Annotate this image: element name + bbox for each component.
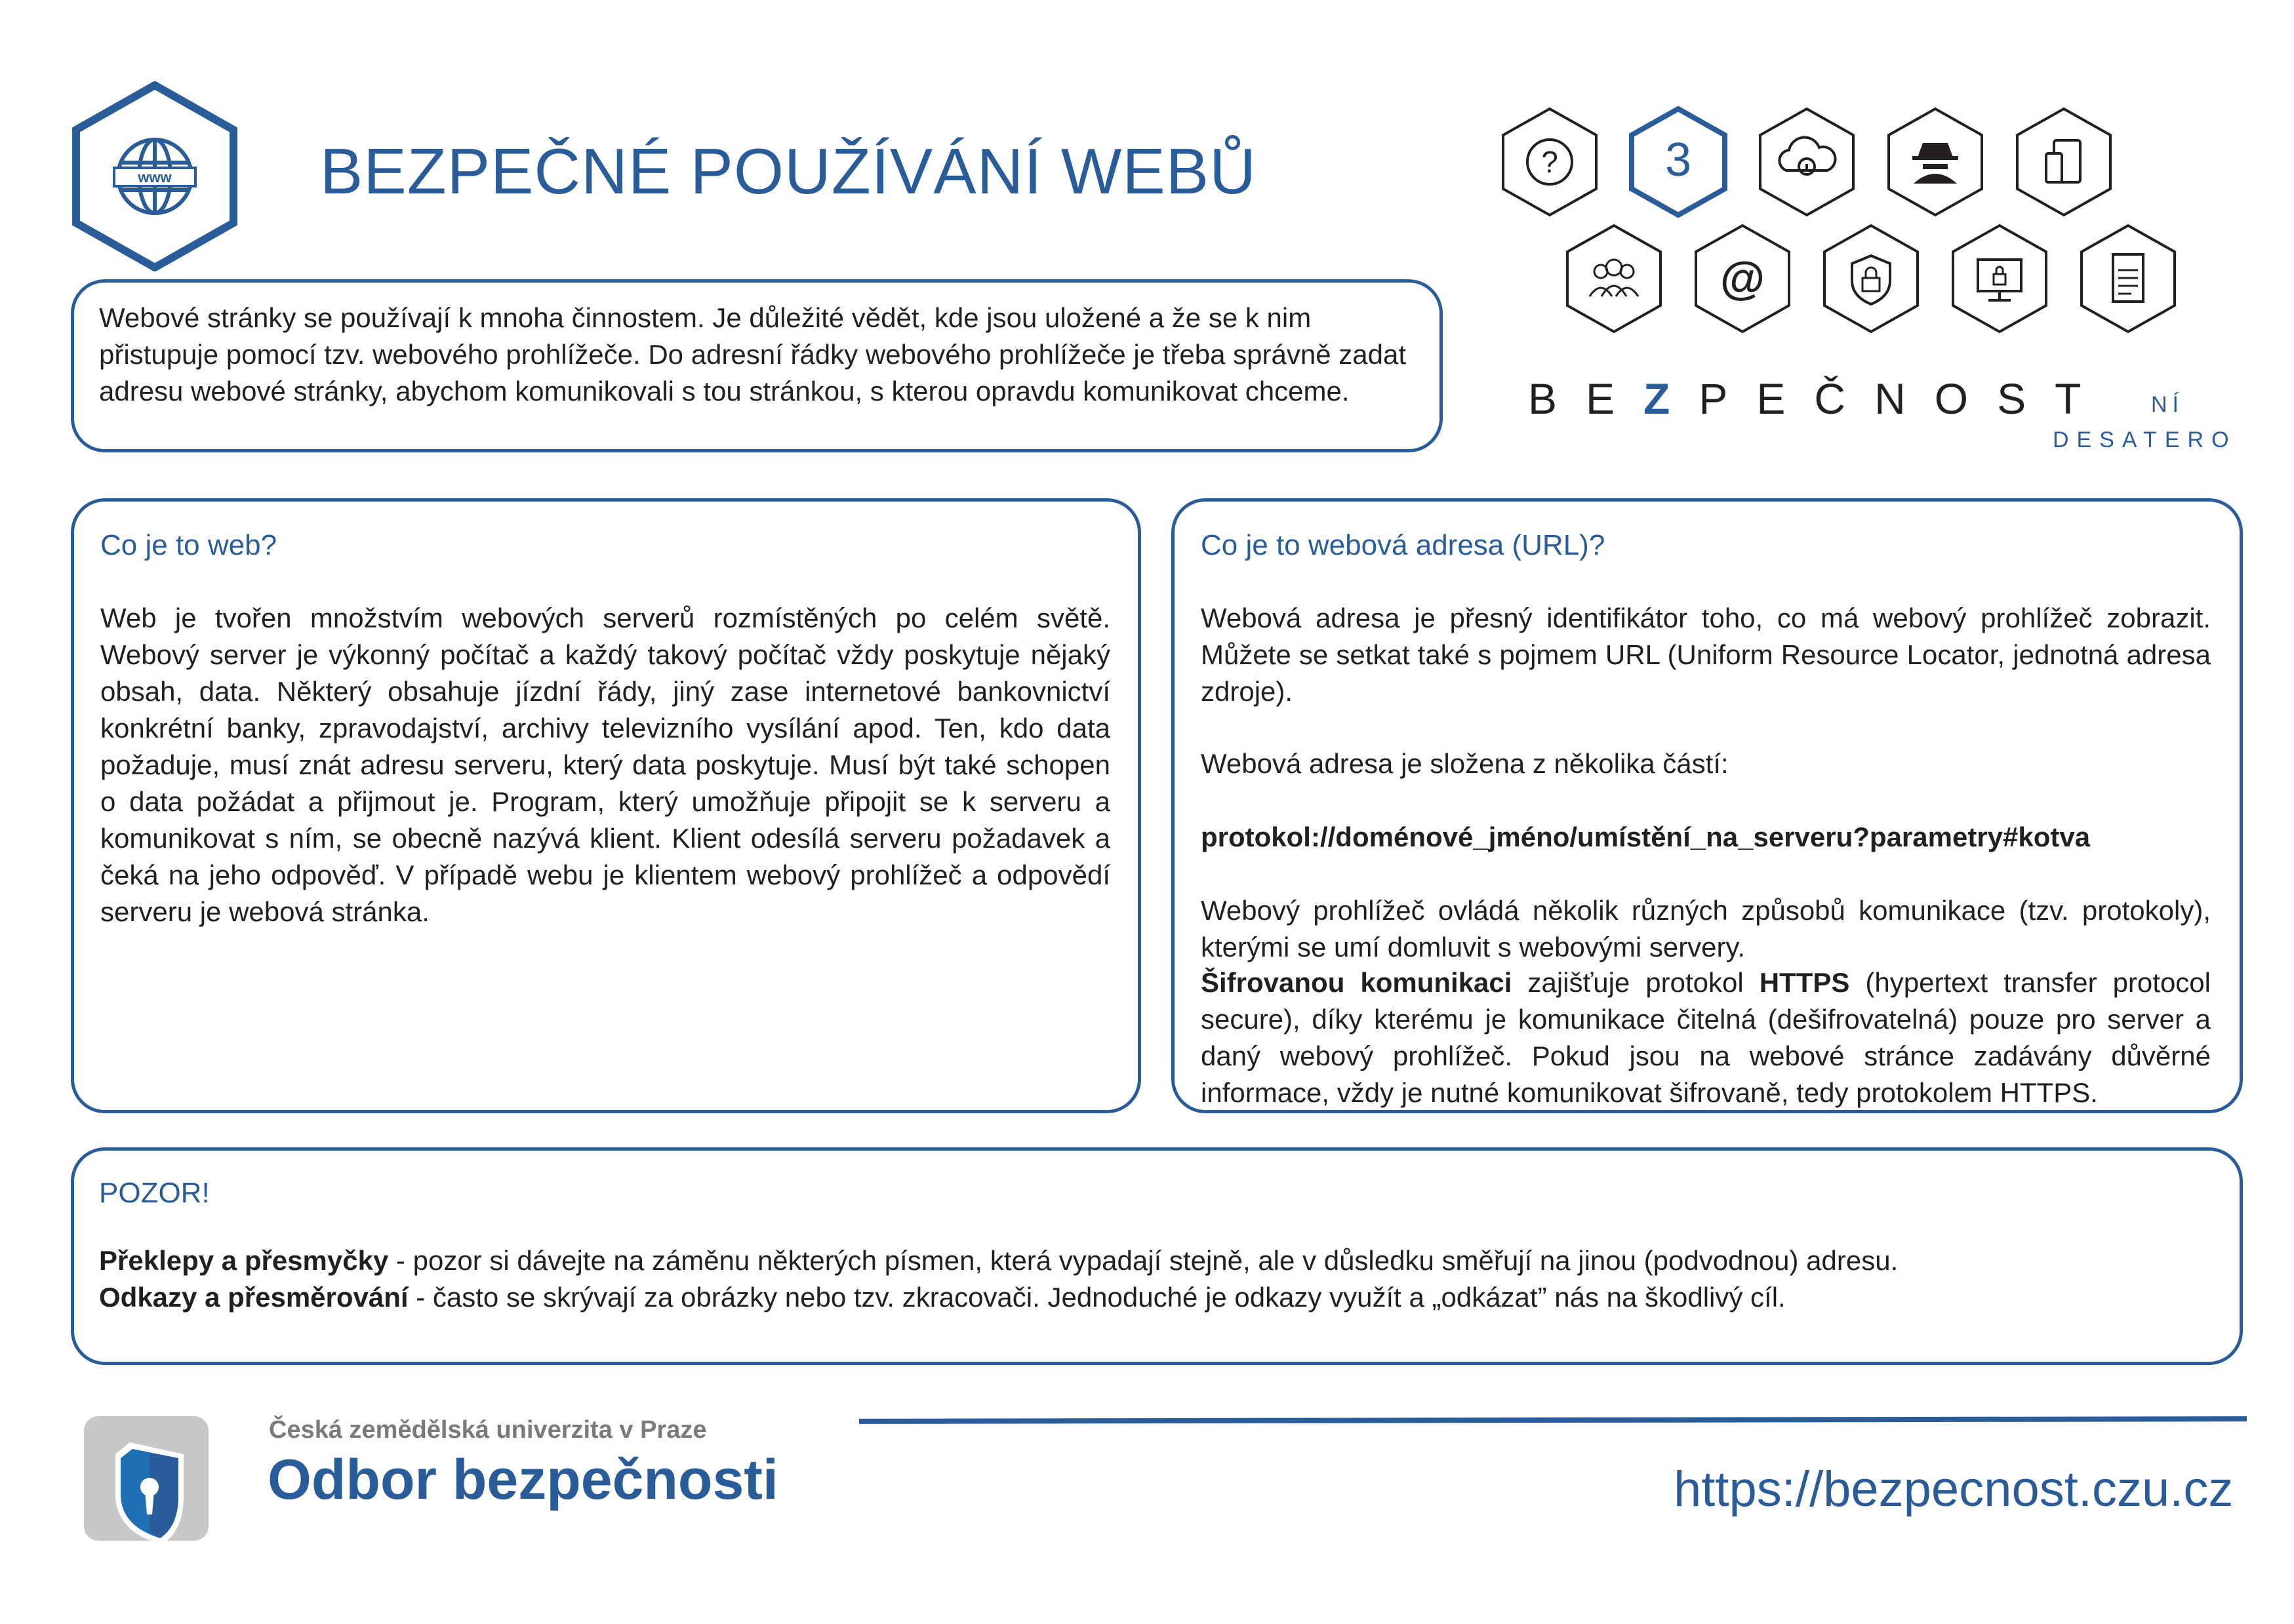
monitor-lock-icon	[1950, 223, 2049, 334]
globe-hex-logo	[71, 81, 239, 271]
brand-suffix: NÍ	[2151, 392, 2184, 417]
svg-text:@: @	[1720, 252, 1765, 304]
web-panel-title: Co je to web?	[100, 529, 277, 561]
warning-panel	[71, 1147, 2243, 1365]
url-panel-p1: Webová adresa je přesný identifikátor toho, co má webový prohlížeč zobrazit. Můžete se setkat také s pojmem URL (Uniform Resource Locator, jednotná adresa zdroje).	[1201, 603, 2211, 707]
warning-item-redirects: Odkazy a přesměrování - často se skrývají za obrázky nebo tzv. zkracovači. Jednoduché je odkazy využít a „odkázat” nás na škodlivý cíl.	[99, 1282, 1786, 1313]
page-title: BEZPEČNÉ POUŽÍVÁNÍ WEBŮ	[320, 135, 1257, 207]
svg-text:3: 3	[1664, 134, 1692, 186]
university-name: Česká zemědělská univerzita v Praze	[269, 1416, 707, 1444]
users-icon	[1565, 223, 1663, 334]
intro-text: Webové stránky se používají k mnoha činnostem. Je důležité vědět, kde jsou uložené a že se k nim přistupuje pomocí tzv. webového prohlížeče. Do adresní řádky webového prohlížeče je třeba správně zadat adresu webové stránky, abychom komunikovali s tou stránkou, s kterou opravdu komunikovat chceme.	[99, 302, 1407, 406]
document-icon	[2079, 223, 2177, 334]
spy-icon	[1886, 106, 1984, 218]
https-label: HTTPS	[1759, 967, 1850, 998]
department-name: Odbor bezpečnosti	[268, 1448, 778, 1511]
svg-text:?: ?	[1541, 145, 1558, 179]
url-panel	[1171, 498, 2243, 1113]
url-panel-p2: Webová adresa je složena z několika částí:	[1201, 748, 1729, 779]
at-sign-icon	[1693, 223, 1792, 334]
web-panel-body: Web je tvořen množstvím webových serverů rozmístěných po celém světě. Webový server je výkonný počítač a každý takový počítač vždy poskytuje nějaký obsah, data. Některý obsahuje jízdní řády, jiný zase internetové bankovnictví konkrétní banky, zpravodajství, archivy televizního vysílání apod. Ten, kdo data požaduje, musí znát adresu serveru, který data poskytuje. Musí být také schopen o data požádat a přijmout je. Program, který umožňuje připojit se k serveru a komunikovat s ním, se obecně nazývá klient. Klient odesílá serveru požadavek a čeká na jeho odpověď. V případě webu je klientem webový prohlížeč a odpovědí serveru je webová stránka.	[100, 603, 1110, 927]
cloud-info-icon	[1758, 106, 1856, 218]
website-link[interactable]: https://bezpecnost.czu.cz	[1674, 1461, 2234, 1517]
devices-icon	[2015, 106, 2113, 218]
brand-wordmark	[1528, 374, 2237, 452]
footer-divider	[859, 1416, 2247, 1424]
shield-keyhole-logo	[84, 1416, 210, 1543]
url-panel-title: Co je to webová adresa (URL)?	[1201, 529, 1605, 561]
url-panel-p3: Webový prohlížeč ovládá několik různých způsobů komunikace (tzv. protokoly), kterými se umí domluvit s webovými servery.	[1201, 895, 2211, 962]
url-format: protokol://doménové_jméno/umístění_na_serveru?parametry#kotva	[1201, 822, 2091, 852]
question-mark-icon	[1500, 106, 1599, 218]
warning-item-typos: Překlepy a přesmyčky - pozor si dávejte na záměnu některých písmen, která vypadají stejně, ale v důsledku směřují na jinou (podvodnou) adresu.	[99, 1245, 1899, 1276]
globe-label: www	[138, 169, 172, 186]
url-panel-p4: Šifrovanou komunikaci zajišťuje protokol HTTPS (hypertext transfer protocol secure), díky kterému je komunikace čitelná (dešifrovatelná) pouze pro server a daný webový prohlížeč. Pokud jsou na webové stránce zadávány důvěrné informace, vždy je nutné komunikovat šifrovaně, tedy protokolem HTTPS.	[1201, 967, 2211, 1108]
warning-title: POZOR!	[99, 1177, 210, 1209]
intro-panel	[71, 279, 1443, 452]
brand-word: BEZPEČNOST	[1528, 374, 2110, 423]
encrypted-comm-label: Šifrovanou komunikaci	[1201, 967, 1512, 998]
web-panel	[71, 498, 1141, 1113]
number-3-badge	[1629, 106, 1727, 218]
shield-lock-icon	[1822, 223, 1920, 334]
brand-subtitle: DESATERO	[2053, 427, 2237, 452]
